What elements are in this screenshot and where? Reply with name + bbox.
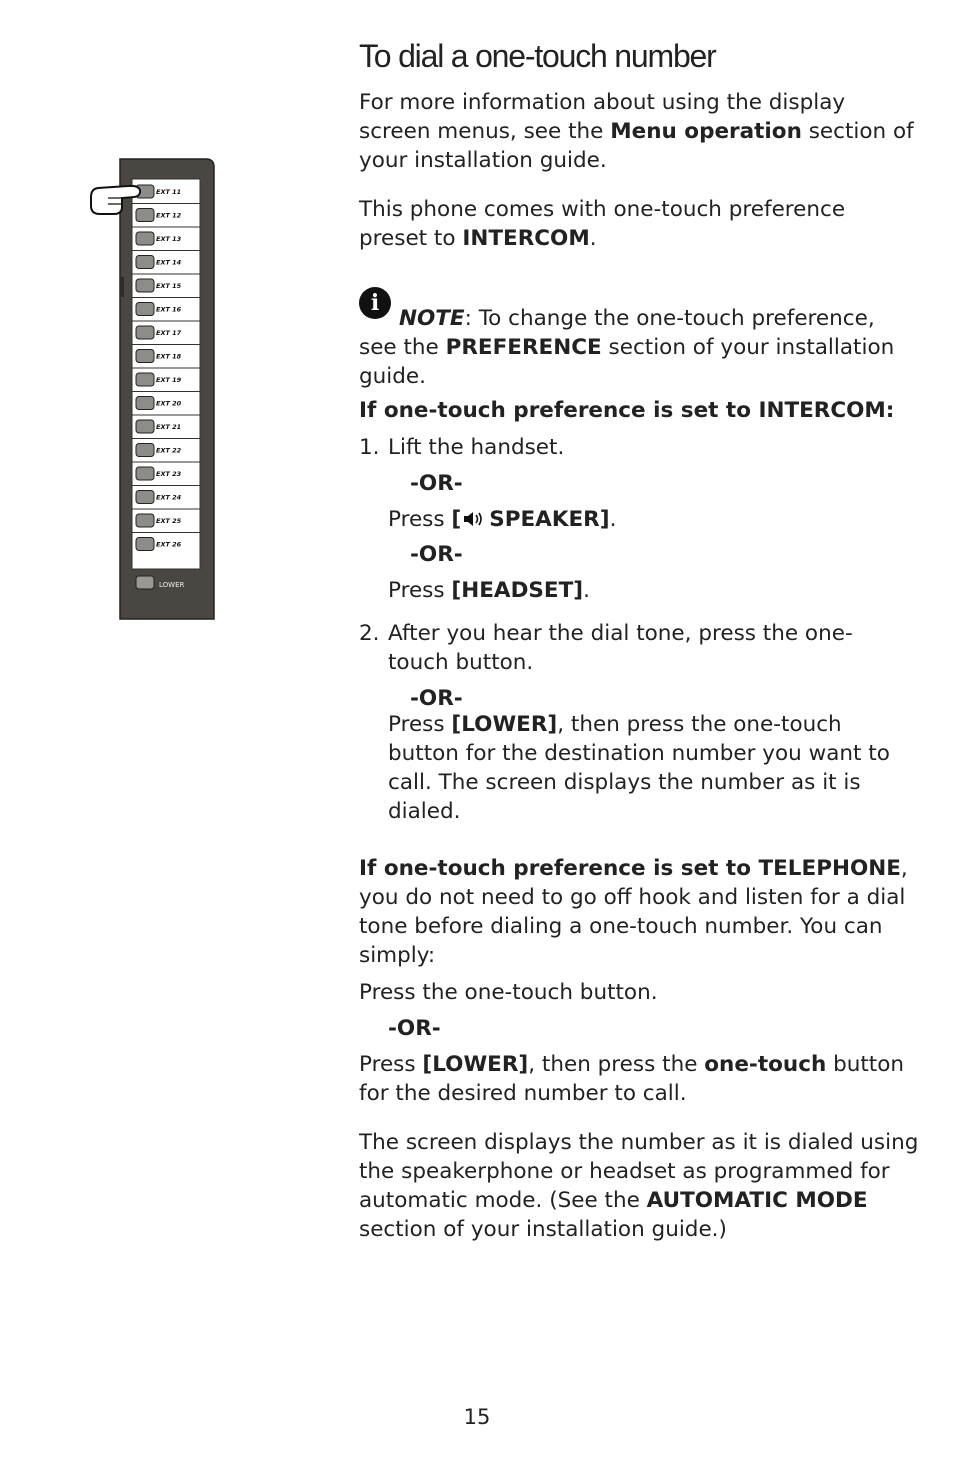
press-text: Press <box>359 1052 423 1077</box>
step-1 <box>359 433 919 462</box>
page-title: To dial a one-touch number <box>359 38 716 74</box>
ext-button-graphic <box>136 326 154 339</box>
press-text: Press <box>388 712 452 737</box>
step-1-number: 1. <box>359 435 380 460</box>
ext-button-label: EXT 15 <box>156 282 182 290</box>
menu-operation-ref: Menu operation <box>610 119 802 144</box>
telephone-text: , you do not need to go off hook and listen for a dial tone before dialing a one-touch number. You can simply: <box>359 856 908 968</box>
or-separator: -OR- <box>410 471 463 496</box>
telephone-paragraph <box>359 854 919 970</box>
ext-button-graphic <box>136 420 154 433</box>
ext-button-graphic <box>136 256 154 269</box>
ext-button-graphic <box>136 350 154 363</box>
or-separator: -OR- <box>388 1016 441 1041</box>
lower-button-label: LOWER <box>159 581 185 589</box>
ext-button-label: EXT 26 <box>156 540 182 549</box>
ext-button-graphic <box>136 444 154 457</box>
ext-button-label: EXT 21 <box>156 423 182 431</box>
ext-button-graphic <box>136 514 154 527</box>
ext-button-label: EXT 12 <box>156 211 182 220</box>
step-1-text: Lift the handset. <box>388 435 565 460</box>
step-2-number: 2. <box>359 621 380 646</box>
lower-label: [LOWER] <box>451 712 558 737</box>
note-paragraph <box>359 304 919 391</box>
press-text: Press <box>388 507 452 532</box>
ext-button-label: EXT 18 <box>156 352 182 361</box>
period: . <box>609 507 617 532</box>
ext-button-label: EXT 20 <box>156 399 182 408</box>
note-text-end: section of your installation guide. <box>359 335 895 389</box>
preset-paragraph <box>359 195 919 253</box>
preference-ref: PREFERENCE <box>445 335 602 360</box>
preset-period: . <box>589 226 597 251</box>
page-number: 15 <box>463 1405 491 1429</box>
press-text: Press <box>388 578 452 603</box>
automatic-mode-ref: AUTOMATIC MODE <box>646 1188 868 1213</box>
closing-text: The screen displays the number as it is dialed using the speakerphone or headset as programmed for automatic mode. (See the <box>359 1130 919 1213</box>
ext-button-graphic <box>136 209 154 222</box>
speaker-label: SPEAKER] <box>489 507 610 532</box>
ext-button-label: EXT 22 <box>156 446 182 455</box>
intercom-ref: INTERCOM <box>462 226 590 251</box>
bracket-open: [ <box>451 507 462 532</box>
intercom-heading <box>359 396 919 425</box>
intro-paragraph <box>359 88 919 175</box>
intro-text: For more information about using the display screen menus, see the <box>359 90 846 144</box>
info-icon: i <box>359 287 391 319</box>
ext-button-graphic <box>136 491 154 504</box>
closing-paragraph <box>359 1128 919 1244</box>
lower-text-end: button for the desired number to call. <box>359 1052 905 1106</box>
intercom-heading-text: If one-touch preference is set to INTERCOM: <box>359 398 895 423</box>
press-speaker-line <box>388 505 948 534</box>
ext-button-graphic <box>136 279 154 292</box>
ext-button-label: EXT 17 <box>156 329 182 337</box>
ext-button-graphic <box>136 232 154 245</box>
one-touch-ref: one-touch <box>704 1052 827 1077</box>
period: . <box>583 578 590 603</box>
closing-text-end: section of your installation guide.) <box>359 1217 727 1242</box>
ext-button-graphic <box>136 373 154 386</box>
ext-button-graphic <box>136 538 154 551</box>
ext-button-label: EXT 16 <box>156 305 182 314</box>
step-2 <box>359 619 919 675</box>
telephone-heading: If one-touch preference is set to TELEPHONE <box>359 856 901 881</box>
ext-button-label: EXT 14 <box>156 258 182 267</box>
lower-button-graphic <box>136 576 154 589</box>
lower-label: [LOWER] <box>422 1052 529 1077</box>
ext-button-graphic <box>136 303 154 316</box>
press-lower-paragraph <box>388 710 908 826</box>
ext-button-graphic <box>136 397 154 410</box>
intro-text-end: section of your installation guide. <box>359 119 914 173</box>
headset-label: [HEADSET] <box>451 578 584 603</box>
telephone-lower-paragraph <box>359 1050 919 1108</box>
one-touch-panel-illustration <box>88 157 218 622</box>
ext-button-label: EXT 24 <box>156 493 182 502</box>
ext-button-label: EXT 19 <box>156 376 182 384</box>
ext-button-label: EXT 11 <box>156 188 182 196</box>
preset-text: This phone comes with one-touch preference preset to <box>359 197 846 251</box>
ext-button-graphic <box>136 467 154 480</box>
or-separator: -OR- <box>410 686 463 711</box>
press-button-line: Press the one-touch button. <box>359 980 658 1005</box>
note-label: NOTE <box>399 306 465 331</box>
step-2-text: After you hear the dial tone, press the one-touch button. <box>388 621 853 675</box>
ext-button-label: EXT 25 <box>156 517 182 525</box>
ext-button-label: EXT 23 <box>156 470 182 478</box>
or-separator: -OR- <box>410 542 463 567</box>
note-text: : To change the one-touch preference, see the <box>359 306 875 360</box>
lower-mid-text: , then press the <box>528 1052 705 1077</box>
speaker-icon <box>462 510 486 528</box>
ext-button-label: EXT 13 <box>156 235 182 243</box>
lower-text: , then press the one-touch button for the destination number you want to call. The screen displays the number as it is dialed. <box>388 712 890 824</box>
press-headset-line <box>388 576 948 605</box>
